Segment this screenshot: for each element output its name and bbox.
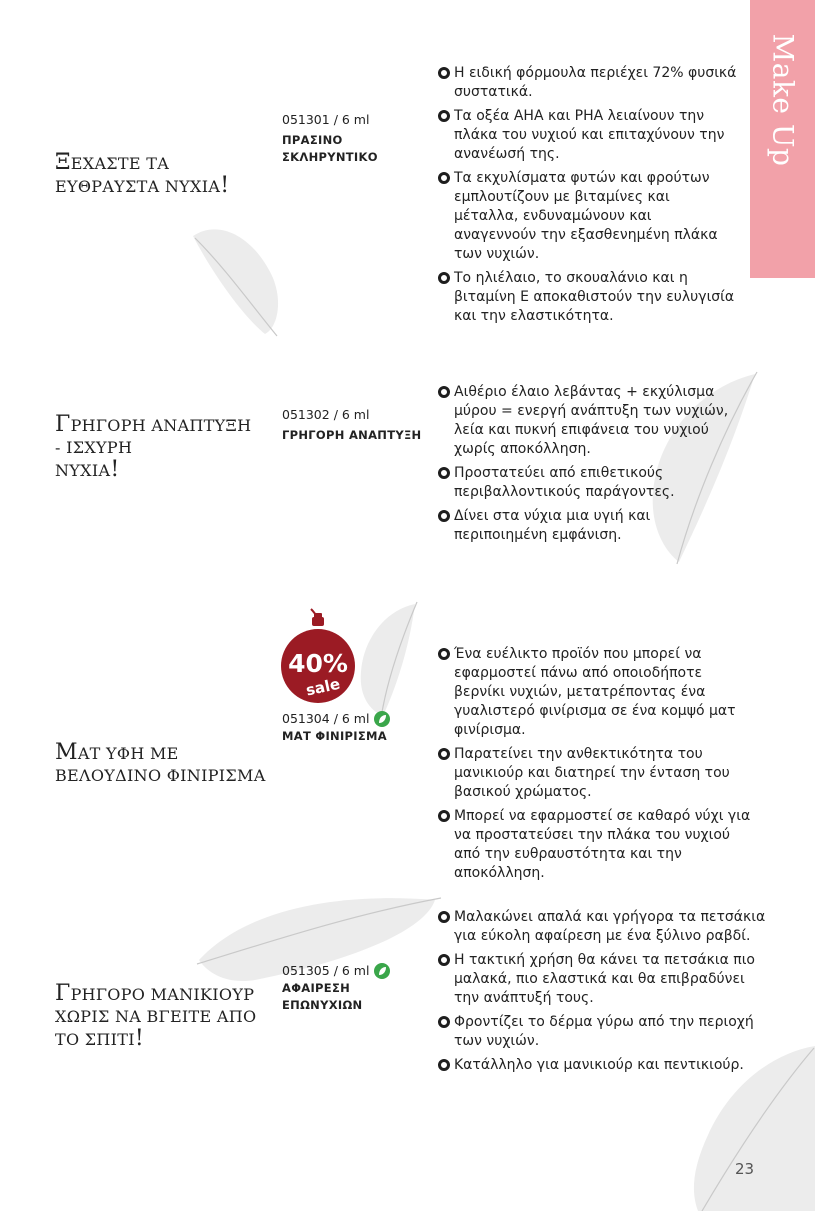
section-4-features: [438, 908, 768, 1080]
feather-illustration: [185, 218, 285, 338]
feature-item: Το ηλιέλαιο, το σκουαλάνιο και η βιταμίνη Ε αποκαθιστούν την ευλυγισία και την ελαστικότητα.: [438, 269, 738, 326]
product-name: ΓΡΗΓΟΡΗ ΑΝΑΠΤΥΞΗ: [282, 428, 422, 442]
section-4-heading: ΓΡΗΓΟΡΟ ΜΑΝΙΚΙΟΥΡ ΧΩΡΙΣ ΝΑ ΒΓΕΙΤΕ ΑΠΟ ΤΟ ΣΠΙΤΙ!: [55, 981, 257, 1051]
section-1-heading: ΞΕΧΑΣΤΕ ΤΑ ΕΥΘΡΑΥΣΤΑ ΝΥΧΙΑ!: [55, 150, 230, 198]
eco-leaf-icon: [374, 963, 390, 979]
feature-item: Κατάλληλο για μανικιούρ και πεντικιούρ.: [438, 1056, 768, 1075]
sale-badge: [281, 608, 356, 706]
product-name: ΜΑΤ ΦΙΝΙΡΙΣΜΑ: [282, 729, 387, 743]
eco-leaf-icon: [374, 711, 390, 727]
feature-item: Τα εκχυλίσματα φυτών και φρούτων εμπλουτίζουν με βιταμίνες και μέταλλα, ενδυναμώνουν και αναγεννούν την εξασθενημένη πλάκα των νυχιών.: [438, 169, 738, 264]
feature-item: Τα οξέα AHA και PHA λειαίνουν την πλάκα του νυχιού και επιταχύνουν την ανανέωσή της.: [438, 107, 738, 164]
feature-item: Δίνει στα νύχια μια υγιή και περιποιημένη εμφάνιση.: [438, 507, 743, 545]
feather-illustration: [345, 600, 430, 720]
product-code: 051304 / 6 ml: [282, 711, 370, 726]
product-name: ΠΡΑΣΙΝΟ ΣΚΛΗΡΥΝΤΙΚΟ: [282, 133, 378, 164]
product-name: ΑΦΑΙΡΕΣΗ ΕΠΩΝΥΧΙΩΝ: [282, 981, 363, 1012]
section-3-features: [438, 645, 753, 888]
feature-item: Προστατεύει από επιθετικούς περιβαλλοντικούς παράγοντες.: [438, 464, 743, 502]
section-4-product: [282, 962, 390, 1014]
product-code: 051301 / 6 ml: [282, 112, 370, 127]
feature-item: Φροντίζει το δέρμα γύρω από την περιοχή των νυχιών.: [438, 1013, 768, 1051]
page-number: 23: [735, 1160, 755, 1178]
feature-item: Η ειδική φόρμουλα περιέχει 72% φυσικά συστατικά.: [438, 64, 738, 102]
product-code: 051302 / 6 ml: [282, 407, 370, 422]
side-tab-label: Make Up: [766, 33, 799, 167]
feature-item: Παρατείνει την ανθεκτικότητα του μανικιούρ και διατηρεί την ένταση του βασικού χρώματος.: [438, 745, 753, 802]
section-2-features: [438, 383, 743, 550]
sale-badge-percent: 40%: [288, 649, 348, 678]
feature-item: Αιθέριο έλαιο λεβάντας + εκχύλισμα μύρου = ενεργή ανάπτυξη των νυχιών, λεία και πυκνή επιφάνεια του νυχιού χωρίς αποκόλληση.: [438, 383, 743, 459]
section-1-features: [438, 64, 738, 331]
make-up-side-tab: [750, 0, 815, 278]
sale-badge-word: sale: [304, 674, 342, 700]
product-code: 051305 / 6 ml: [282, 963, 370, 978]
section-2-product: [282, 406, 421, 444]
section-3-heading: ΜΑΤ ΥΦΗ ΜΕ ΒΕΛΟΥΔΙΝΟ ΦΙΝΙΡΙΣΜΑ: [55, 740, 266, 785]
feature-item: Ένα ευέλικτο προϊόν που μπορεί να εφαρμοστεί πάνω από οποιοδήποτε βερνίκι νυχιών, μετατρέποντας ένα γυαλιστερό φινίρισμα σε ένα κομψό ματ φινίρισμα.: [438, 645, 753, 740]
section-2-heading: ΓΡΗΓΟΡΗ ΑΝΑΠΤΥΞΗ - ΙΣΧΥΡΗ ΝΥΧΙΑ!: [55, 412, 252, 482]
section-1-product: [282, 111, 378, 166]
feature-item: Η τακτική χρήση θα κάνει τα πετσάκια πιο μαλακά, πιο ελαστικά και θα επιβραδύνει την ανάπτυξή τους.: [438, 951, 768, 1008]
section-3-product: [282, 710, 390, 745]
feature-item: Μπορεί να εφαρμοστεί σε καθαρό νύχι για να προστατεύσει την πλάκα του νυχιού από την ευθραυστότητα και την αποκόλληση.: [438, 807, 753, 883]
feature-item: Μαλακώνει απαλά και γρήγορα τα πετσάκια για εύκολη αφαίρεση με ένα ξύλινο ραβδί.: [438, 908, 768, 946]
